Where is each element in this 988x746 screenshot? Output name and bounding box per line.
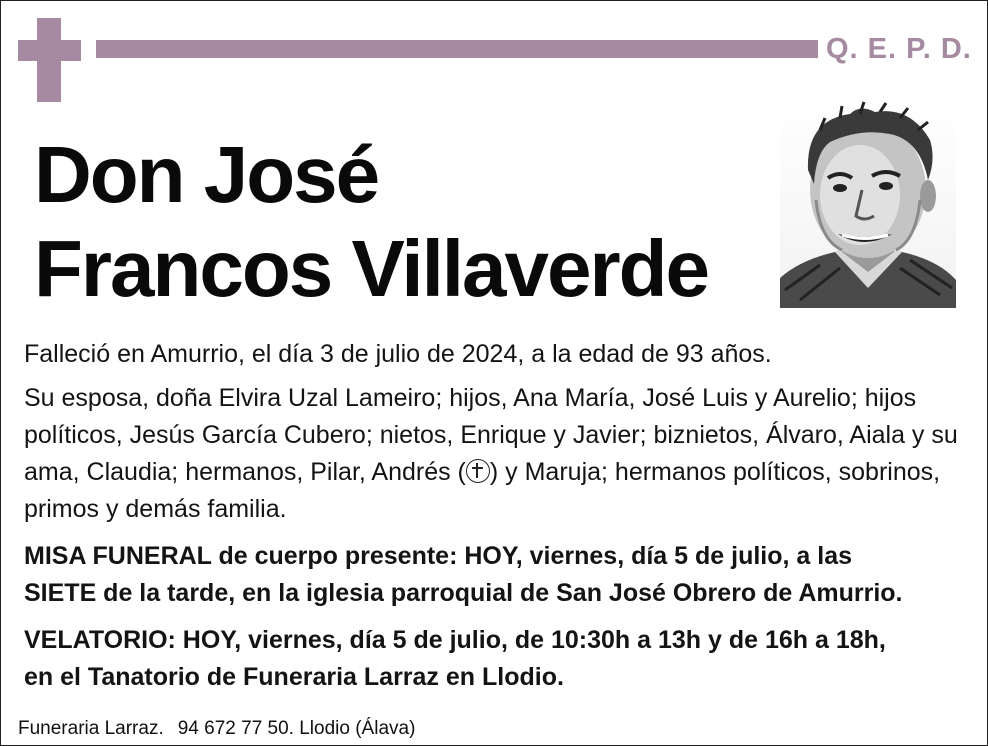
misa-line-1: MISA FUNERAL de cuerpo presente: HOY, viernes, día 5 de julio, a las xyxy=(24,542,853,570)
family-text-a: Su esposa, doña Elvira Uzal Lameiro; hijos, Ana María, José Luis y Aurelio; hijos políticos, Jesús García Cubero; nietos, Enrique y Javier; biznietos, Álvaro, Aiala y su ama, Claudia; hermanos, Pilar, Andrés ( xyxy=(24,384,958,486)
family-paragraph xyxy=(24,380,964,528)
velatorio-paragraph xyxy=(24,622,964,696)
name-line-1: Don José xyxy=(34,130,379,219)
deceased-name xyxy=(34,128,708,316)
qepd-label: Q. E. P. D. xyxy=(826,33,972,65)
death-paragraph: Falleció en Amurrio, el día 3 de julio de 2024, a la edad de 93 años. xyxy=(24,340,772,368)
misa-line-2: SIETE de la tarde, en la iglesia parroquial de San José Obrero de Amurrio. xyxy=(24,579,903,607)
velatorio-line-2: en el Tanatorio de Funeraria Larraz en Llodio. xyxy=(24,663,564,691)
cross-icon-horizontal xyxy=(18,40,81,61)
footer-phone-city: 94 672 77 50. Llodio (Álava) xyxy=(177,718,416,739)
header-rule xyxy=(96,40,818,58)
deceased-cross-icon xyxy=(466,459,490,483)
portrait-photo xyxy=(780,100,956,308)
portrait-icon xyxy=(780,100,956,308)
misa-paragraph xyxy=(24,538,964,612)
footer xyxy=(18,718,415,740)
name-line-2: Francos Villaverde xyxy=(34,224,708,313)
velatorio-line-1: VELATORIO: HOY, viernes, día 5 de julio, de 10:30h a 13h y de 16h a 18h, xyxy=(24,626,886,654)
family-text-b: ) y Maruja; hermanos políticos, sobrinos, primos y demás familia. xyxy=(24,458,941,523)
footer-company: Funeraria Larraz. xyxy=(18,718,164,739)
